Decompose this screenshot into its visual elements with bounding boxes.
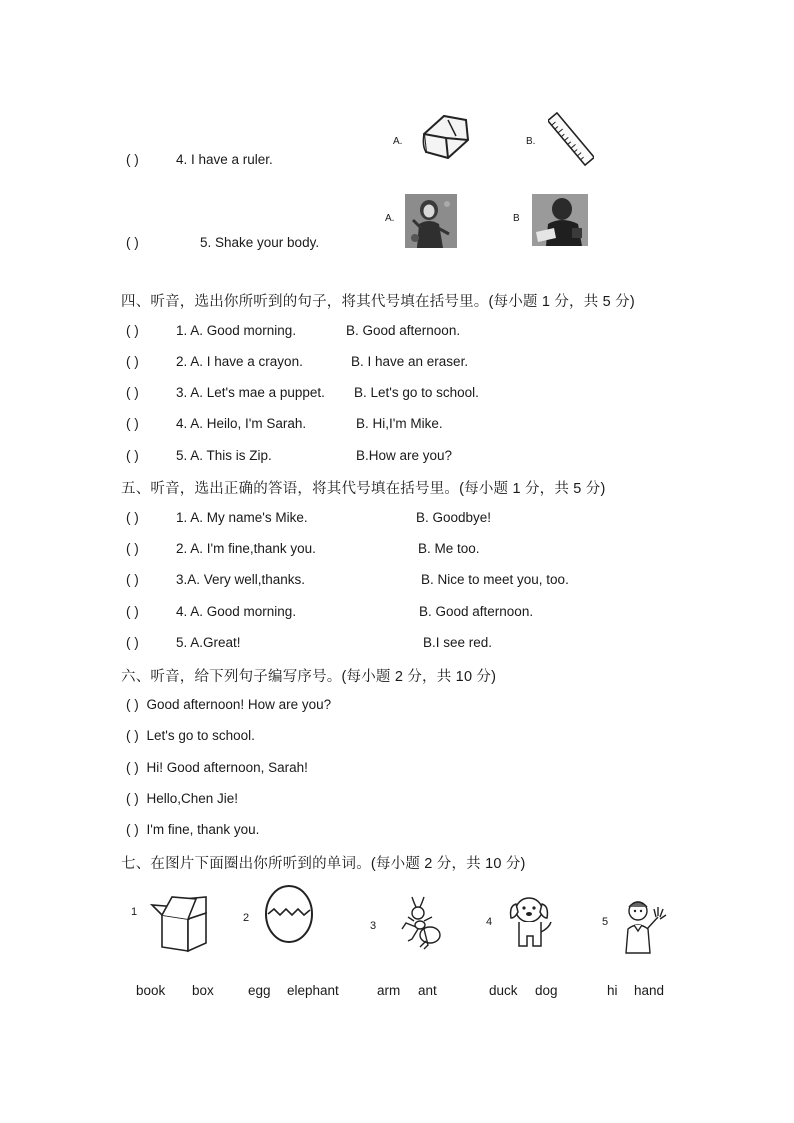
option-a: 5. A.Great!	[176, 635, 241, 650]
answer-paren[interactable]: ( )	[126, 152, 139, 167]
section-heading: 五、听音，选出正确的答语，将其代号填在括号里。(每小题 1 分，共 5 分)	[121, 481, 606, 497]
word-choice[interactable]: hi	[607, 983, 618, 998]
sentence-text: Let's go to school.	[146, 728, 255, 743]
boy-photo	[532, 194, 588, 246]
option-a: 3. A. Let's mae a puppet.	[176, 385, 325, 400]
option-b: B. I have an eraser.	[351, 354, 469, 369]
ant-icon	[398, 893, 446, 953]
question-row	[126, 822, 259, 837]
word-choice[interactable]: book	[136, 983, 166, 998]
option-b: B. Good afternoon.	[346, 323, 461, 338]
word-choice[interactable]: duck	[489, 983, 518, 998]
item-number: 2	[243, 912, 250, 924]
answer-paren[interactable]: ( )	[126, 354, 139, 369]
option-b-label: B	[513, 213, 520, 224]
option-a: 2. A. I'm fine,thank you.	[176, 541, 316, 556]
option-a-label: A.	[385, 213, 395, 224]
option-b-label: B.	[526, 136, 536, 147]
answer-paren[interactable]: ( )	[126, 448, 139, 463]
option-b: B.How are you?	[356, 448, 453, 463]
sentence-text: Good afternoon! How are you?	[146, 697, 332, 712]
item-number: 4	[486, 916, 493, 928]
answer-paren[interactable]: ( )	[126, 385, 139, 400]
box-icon	[148, 893, 212, 953]
question-row	[126, 697, 331, 712]
answer-paren[interactable]: ( )	[126, 697, 139, 712]
dog-icon	[507, 892, 555, 952]
option-b: B. Let's go to school.	[354, 385, 479, 400]
answer-paren[interactable]: ( )	[126, 728, 139, 743]
option-a-label: A.	[393, 136, 403, 147]
word-choice[interactable]: dog	[535, 983, 558, 998]
answer-paren[interactable]: ( )	[126, 510, 139, 525]
word-choice[interactable]: hand	[634, 983, 665, 998]
option-b: B. Good afternoon.	[419, 604, 534, 619]
option-b: B. Nice to meet you, too.	[421, 572, 569, 587]
answer-paren[interactable]: ( )	[126, 323, 139, 338]
sentence-text: I'm fine, thank you.	[146, 822, 260, 837]
word-choice[interactable]: arm	[377, 983, 401, 998]
option-a: 4. A. Good morning.	[176, 604, 297, 619]
word-choice[interactable]: elephant	[287, 983, 339, 998]
option-a: 1. A. My name's Mike.	[176, 510, 308, 525]
option-a: 2. A. I have a crayon.	[176, 354, 303, 369]
section-heading: 七、在图片下面圈出你所听到的单词。(每小题 2 分，共 10 分)	[121, 856, 526, 872]
option-b: B. Hi,I'm Mike.	[356, 416, 443, 431]
eraser-icon	[418, 112, 474, 162]
option-a: 3.A. Very well,thanks.	[176, 572, 306, 587]
word-choice[interactable]: egg	[248, 983, 271, 998]
answer-paren[interactable]: ( )	[126, 572, 139, 587]
item-number: 5	[602, 916, 609, 928]
section-heading: 四、听音，选出你所听到的句子，将其代号填在括号里。(每小题 1 分，共 5 分)	[121, 294, 635, 310]
item-text: 4. I have a ruler.	[176, 152, 273, 167]
question-row	[126, 791, 238, 806]
answer-paren[interactable]: ( )	[126, 541, 139, 556]
boy-waving-icon	[620, 895, 670, 955]
answer-paren[interactable]: ( )	[126, 760, 139, 775]
answer-paren[interactable]: ( )	[126, 416, 139, 431]
option-b: B.I see red.	[423, 635, 493, 650]
option-a: 1. A. Good morning.	[176, 323, 297, 338]
egg-icon	[262, 884, 316, 944]
answer-paren[interactable]: ( )	[126, 635, 139, 650]
answer-paren[interactable]: ( )	[126, 791, 139, 806]
answer-paren[interactable]: ( )	[126, 822, 139, 837]
question-row	[126, 760, 308, 775]
option-b: B. Me too.	[418, 541, 480, 556]
option-a: 5. A. This is Zip.	[176, 448, 272, 463]
answer-paren[interactable]: ( )	[126, 235, 139, 250]
girl-photo	[405, 194, 457, 248]
word-choice[interactable]: ant	[418, 983, 437, 998]
ruler-icon	[548, 112, 594, 166]
item-text: 5. Shake your body.	[200, 235, 320, 250]
item-number: 1	[131, 906, 138, 918]
answer-paren[interactable]: ( )	[126, 604, 139, 619]
question-row	[126, 728, 255, 743]
sentence-text: Hi! Good afternoon, Sarah!	[146, 760, 308, 775]
option-b: B. Goodbye!	[416, 510, 492, 525]
section-heading: 六、听音，给下列句子编写序号。(每小题 2 分，共 10 分)	[121, 669, 497, 685]
word-choice[interactable]: box	[192, 983, 214, 998]
option-a: 4. A. Heilo, I'm Sarah.	[176, 416, 307, 431]
sentence-text: Hello,Chen Jie!	[146, 791, 239, 806]
item-number: 3	[370, 920, 377, 932]
